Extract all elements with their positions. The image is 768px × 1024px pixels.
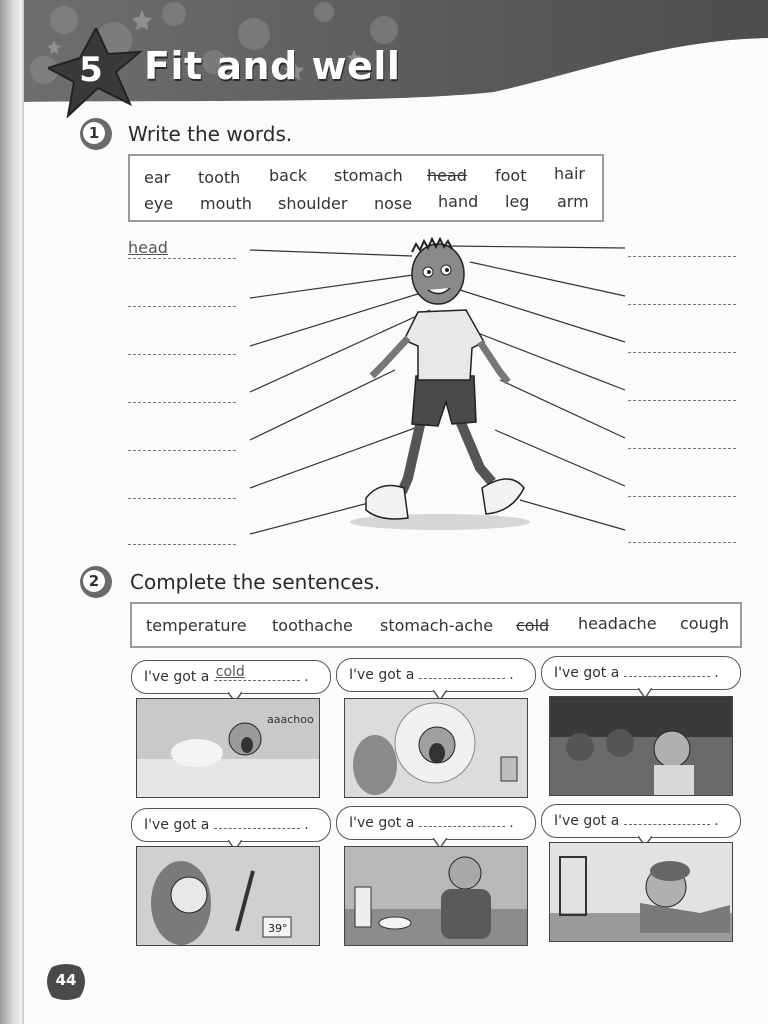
unit-number: 5 xyxy=(79,50,103,90)
word-box-item: mouth xyxy=(200,194,252,213)
sentence-bubble-5[interactable] xyxy=(336,806,536,840)
answer-line-left-3[interactable] xyxy=(128,338,236,355)
answer-line-left-7[interactable] xyxy=(128,528,236,545)
sentence-text: I've got a . xyxy=(554,665,719,681)
picture-4-caption: 39° xyxy=(268,922,288,935)
answer-line-right-2[interactable] xyxy=(628,288,736,305)
answer-line-left-5[interactable] xyxy=(128,434,236,451)
answer-line-left-4[interactable] xyxy=(128,386,236,403)
boy-illustration xyxy=(350,239,530,530)
answer-line-right-3[interactable] xyxy=(628,336,736,353)
word-box-2 xyxy=(130,602,742,648)
exercise-1-number: 1 xyxy=(88,124,100,142)
sentence-text: I've got a cold . xyxy=(144,664,309,685)
sentence-text: I've got a . xyxy=(349,815,514,831)
word-box-item-crossed: head xyxy=(427,166,467,185)
answer-line-left-6[interactable] xyxy=(128,482,236,499)
sentence-bubble-2[interactable] xyxy=(336,658,536,692)
unit-title: Fit and well xyxy=(144,44,401,88)
word-box-item: temperature xyxy=(146,616,247,635)
word-box-item: hand xyxy=(438,192,479,211)
word-box-item: nose xyxy=(374,194,413,213)
word-box-item: foot xyxy=(495,166,527,185)
answer-line-right-4[interactable] xyxy=(628,384,736,401)
word-box-item: toothache xyxy=(272,616,353,635)
sentence-text: I've got a . xyxy=(144,817,309,833)
word-box-item: stomach xyxy=(334,166,403,185)
word-box-item: stomach-ache xyxy=(380,616,494,635)
answer-line-left-1[interactable] xyxy=(128,238,236,259)
word-box-item: hair xyxy=(554,164,585,183)
example-answer: cold xyxy=(215,664,245,680)
picture-temperature xyxy=(136,846,320,946)
answer-line-left-2[interactable] xyxy=(128,290,236,307)
picture-toothache xyxy=(344,698,528,798)
word-box-item: tooth xyxy=(198,168,241,187)
exercise-2-title: Complete the sentences. xyxy=(130,570,381,594)
word-box-item: arm xyxy=(557,192,589,211)
sentence-text: I've got a . xyxy=(554,813,719,829)
word-box-item: eye xyxy=(144,194,174,213)
word-box-item: headache xyxy=(578,614,657,633)
picture-1-caption: aaachoo xyxy=(267,713,314,726)
sentence-bubble-4[interactable] xyxy=(131,808,331,842)
answer-line-right-7[interactable] xyxy=(628,526,736,543)
exercise-1-title: Write the words. xyxy=(128,122,293,146)
word-box-item: back xyxy=(269,166,308,185)
picture-cough xyxy=(549,842,733,942)
word-box-item-crossed: cold xyxy=(516,616,550,635)
word-box-item: shoulder xyxy=(278,194,348,213)
answer-line-right-5[interactable] xyxy=(628,432,736,449)
answer-line-right-6[interactable] xyxy=(628,480,736,497)
word-box-item: ear xyxy=(144,168,171,187)
picture-cold xyxy=(136,698,320,798)
picture-stomach-ache xyxy=(344,846,528,946)
word-box-item: leg xyxy=(505,192,530,211)
sentence-bubble-3[interactable] xyxy=(541,656,741,690)
exercise-2-number: 2 xyxy=(88,572,100,590)
word-box-item: cough xyxy=(680,614,730,633)
answer-line-right-1[interactable] xyxy=(628,240,736,257)
page-number: 44 xyxy=(55,971,77,989)
word-box-1 xyxy=(128,154,604,222)
example-answer: head xyxy=(128,238,168,257)
picture-headache xyxy=(549,696,733,796)
sentence-bubble-6[interactable] xyxy=(541,804,741,838)
sentence-text: I've got a . xyxy=(349,667,514,683)
sentence-bubble-1[interactable] xyxy=(131,660,331,694)
